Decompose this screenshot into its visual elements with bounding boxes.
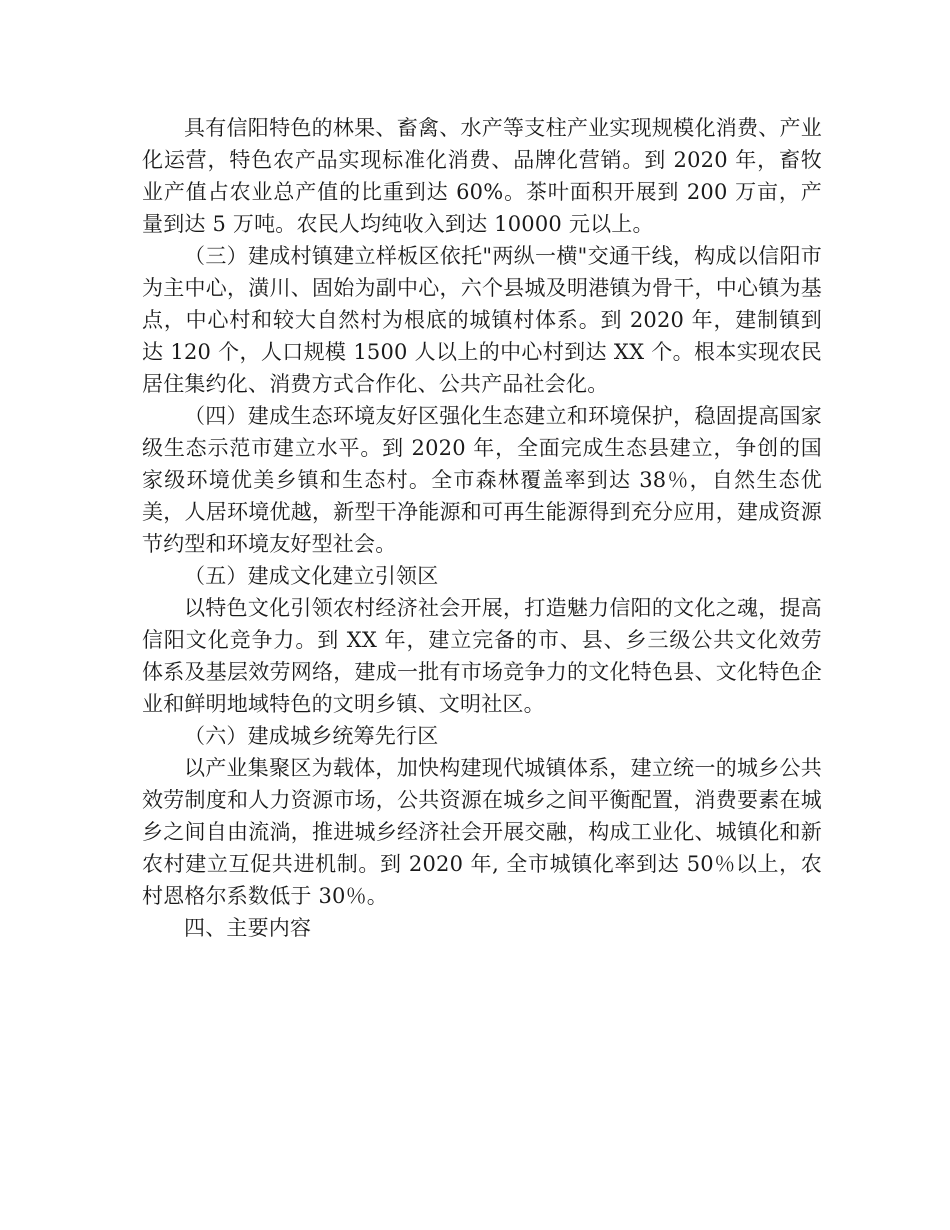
paragraph-village-town-model-zone: （三）建成村镇建立样板区依托"两纵一横"交通干线，构成以信阳市为主中心，潢川、固始为副中心，六个县城及明港镇为骨干，中心镇为基点，中心村和较大自然村为根底的城镇村体系。到 2020 年，建制镇到达 120 个，人口规模 1500 人以上的中心村到达 XX 个。根本实现农民居住集约化、消费方式合作化、公共产品社会化。	[142, 244, 822, 396]
section-heading-main-content: 四、主要内容	[184, 916, 312, 940]
paragraph-industry-goals: 具有信阳特色的林果、畜禽、水产等支柱产业实现规模化消费、产业化运营，特色农产品实现标准化消费、品牌化营销。到 2020 年，畜牧业产值占农业总产值的比重到达 60%。茶叶面积开展到 200 万亩，产量到达 5 万吨。农民人均纯收入到达 10000 元以上。	[142, 116, 822, 236]
paragraph-urban-rural-zone: 以产业集聚区为载体，加快构建现代城镇体系，建立统一的城乡公共效劳制度和人力资源市场，公共资源在城乡之间平衡配置，消费要素在城乡之间自由流淌，推进城乡经济社会开展交融，构成工业化、城镇化和新农村建立互促共进机制。到 2020 年, 全市城镇化率到达 50％以上，农村恩格尔系数低于 30％。	[142, 756, 822, 908]
document-body	[142, 112, 822, 944]
paragraph-culture-zone: 以特色文化引领农村经济社会开展，打造魅力信阳的文化之魂，提高信阳文化竞争力。到 XX 年，建立完备的市、县、乡三级公共文化效劳体系及基层效劳网络，建成一批有市场竞争力的文化特色县、文化特色企业和鲜明地域特色的文明乡镇、文明社区。	[142, 596, 822, 716]
section-heading-culture-zone: （五）建成文化建立引领区	[184, 564, 439, 588]
section-heading-urban-rural-zone: （六）建成城乡统筹先行区	[184, 724, 439, 748]
paragraph-ecological-zone: （四）建成生态环境友好区强化生态建立和环境保护，稳固提高国家级生态示范市建立水平。到 2020 年，全面完成生态县建立，争创的国家级环境优美乡镇和生态村。全市森林覆盖率到达 38％，自然生态优美，人居环境优越，新型干净能源和可再生能源得到充分应用，建成资源节约型和环境友好型社会。	[142, 404, 822, 556]
